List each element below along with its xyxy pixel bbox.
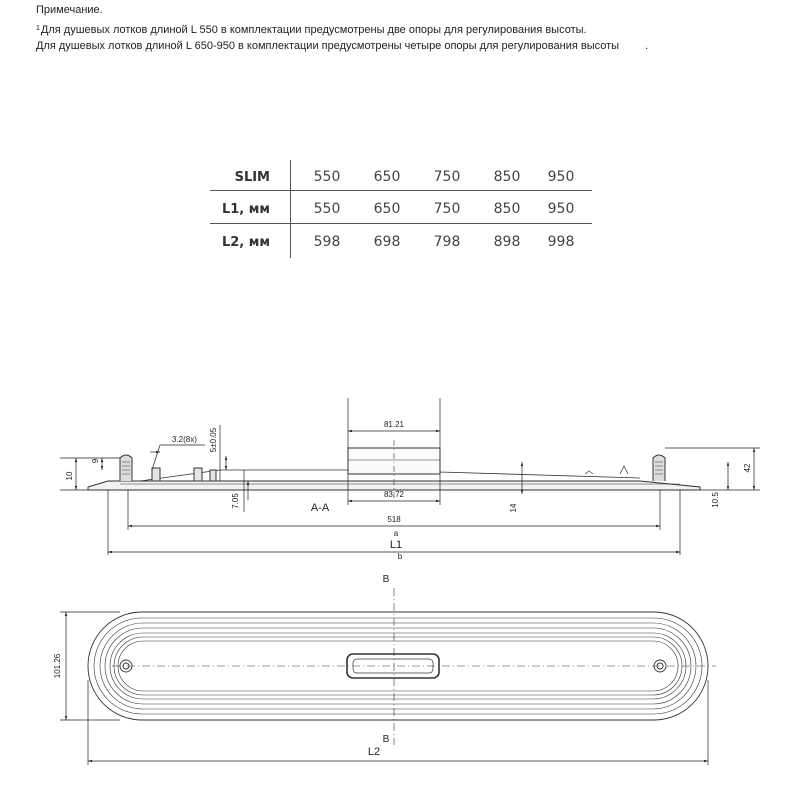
dim-height-42: 42 [743,463,752,473]
dim-a: a [393,529,399,538]
cell: 750 [433,201,461,217]
dim-slot: 3.2(8x) [172,435,197,444]
cell: 850 [493,201,521,217]
row-label-l1: L1, мм [221,202,270,217]
row-label-l2: L2, мм [221,235,270,250]
dim-step: 7.05 [231,493,240,509]
dim-width: 101.26 [53,653,62,679]
cell: 550 [313,201,341,217]
dim-left-height-1: 10 [65,471,74,481]
cell: 550 [313,169,341,185]
cell: 998 [547,234,575,250]
dim-depth-14: 14 [509,503,518,513]
cell: 950 [547,201,575,217]
dim-inner-length: 518 [387,515,401,524]
footnote-mark: 1 [36,25,40,32]
note-line-2-text: Для душевых лотков длиной L 650-950 в комплектации предусмотрены четыре опоры для регулирования высоты [36,40,620,52]
cell: 750 [433,169,461,185]
cell: 650 [373,201,401,217]
cut-label-top: B [382,574,390,585]
cell: 598 [313,234,341,250]
cell: 898 [493,234,521,250]
dim-b: b [397,552,403,561]
note-line-1-text: Для душевых лотков длиной L 550 в комплектации предусмотрены две опоры для регулирования высоты. [40,24,587,36]
cell: 950 [547,169,575,185]
cell: 798 [433,234,461,250]
row-label-slim: SLIM [234,170,270,185]
dim-left-height-2: 9 [91,458,100,464]
cell: 698 [373,234,401,250]
dim-outlet-bottom: 83.72 [383,490,405,499]
dim-l2: L2 [367,746,381,758]
cell: 650 [373,169,401,185]
dim-slot-depth: 5±0.05 [209,427,218,453]
cut-label-bottom: B [382,734,390,745]
dim-outlet-top: 81.21 [383,420,405,429]
dim-height-10-5: 10.5 [711,492,720,508]
dim-l1: L1 [389,539,403,551]
section-label: A-A [310,502,330,514]
plan-view [88,588,716,745]
cell: 850 [493,169,521,185]
note-line-2-end: . [645,40,649,52]
note-heading: Примечание. [36,4,103,16]
